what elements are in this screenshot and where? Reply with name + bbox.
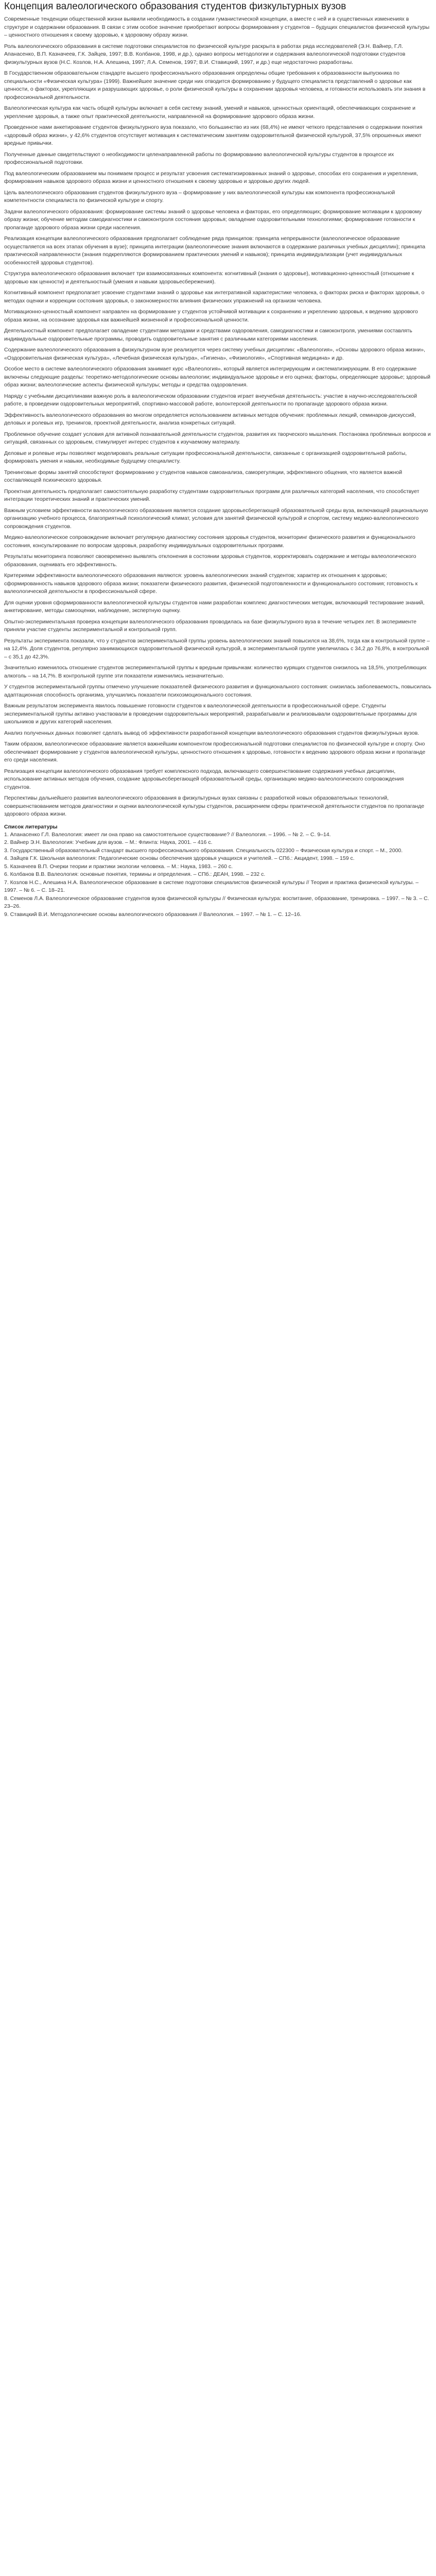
paragraph: Валеологическая культура как часть общей культуры включает в себя систему знаний, умений и навыков, ценностных ориентаций, обеспечивающих сохранение и укрепление здоровья, а также опыт практической деятельности, направленной на формирование здорового образа жизни. <box>4 105 415 120</box>
article-body <box>4 15 432 819</box>
paragraph: Цель валеологического образования студентов физкультурного вуза – формирование у них валеологической культуры как компонента профессиональной компетентности специалиста по физической культуре и спорту. <box>4 189 395 204</box>
paragraph: Содержание валеологического образования в физкультурном вузе реализуется через систему учебных дисциплин: «Валеология», «Основы здорового образа жизни», «Оздоровительная физическая культура», «Лечебная физическая культура», «Гигиена», «Физиология», «Спортивная медицина» и др. <box>4 347 425 361</box>
paragraph: Деловые и ролевые игры позволяют моделировать реальные ситуации профессиональной деятельности, связанные с организацией оздоровительной работы, формировать умения и навыки, необходимые будущему специалисту. <box>4 450 407 464</box>
paragraph: Когнитивный компонент предполагает усвоение студентами знаний о здоровье как интегративной характеристике человека, о факторах риска и факторах здоровья, о методах оценки и коррекции состояния здоровья, о закономерностях влияния физических упражнений на организм человека. <box>4 290 425 304</box>
paragraph: Перспективы дальнейшего развития валеологического образования в физкультурных вузах связаны с разработкой новых образовательных технологий, совершенствованием методов диагностики и оценки валеологической культуры студентов, расширением сферы практической деятельности студентов по пропаганде здорового образа жизни. <box>4 795 425 817</box>
paragraph: Таким образом, валеологическое образование является важнейшим компонентом профессиональной подготовки специалистов по физической культуре и спорту. Оно обеспечивает формирование у студентов валеологической культуры, ценностного отношения к здоровью, готовности к ведению здорового образа жизни и пропаганде его среди населения. <box>4 741 426 763</box>
paragraph: В Государственном образовательном стандарте высшего профессионального образования определены общие требования к образованности выпускника по специальности «Физическая культура» (1999). Важнейшее значение среди них отводится формированию у будущего специалиста представлений о здоровье как ценности, о факторах, укрепляющих и разрушающих здоровье, о роли физической культуры в сохранении здоровья человека, и готовности использовать эти знания в профессиональной деятельности. <box>4 70 426 100</box>
paragraph: Наряду с учебными дисциплинами важную роль в валеологическом образовании студентов играет внеучебная деятельность: участие в научно-исследовательской работе, в проведении оздоровительных мероприятий, спортивно-массовой работе, волонтерской деятельности по пропаганде здорового образа жизни. <box>4 393 417 407</box>
reference-item: 4. Зайцев Г.К. Школьная валеология: Педагогические основы обеспечения здоровья учащихся и учителей. – СПб.: Акцидент, 1998. – 159 с. <box>4 855 355 861</box>
paragraph: Для оценки уровня сформированности валеологической культуры студентов нами разработан комплекс диагностических методик, включающий тестирование знаний, анкетирование, методы самооценки, наблюдение, экспертную оценку. <box>4 599 425 614</box>
references-list <box>4 831 432 919</box>
reference-item: 8. Семенов Л.А. Валеологическое образование студентов вузов физической культуры // Физическая культура: воспитание, образование, тренировка. – 1997. – № 3. – С. 23–26. <box>4 895 429 909</box>
paragraph: Реализация концепции валеологического образования требует комплексного подхода, включающего совершенствование содержания учебных дисциплин, использование активных методов обучения, создание здоровьесберегающей образовательной среды, организацию медико-валеологического сопровождения студентов. <box>4 768 404 790</box>
document-page <box>0 0 436 919</box>
reference-item: 7. Козлов Н.С., Алешина Н.А. Валеологическое образование в системе подготовки специалистов физической культуры // Теория и практика физической культуры. – 1997. – № 6. – С. 18–21. <box>4 879 419 893</box>
paragraph: Современные тенденции общественной жизни выявили необходимость в создании гуманистической концепции, а вместе с ней и в существенных изменениях в структуре и содержании образования. В связи с этим особое значение приобретают вопросы формирования у студентов – будущих специалистов физической культуры – ценностного отношения к своему здоровью, к здоровому образу жизни. <box>4 16 430 38</box>
reference-item: 6. Колбанов В.В. Валеология: основные понятия, термины и определения. – СПб.: ДЕАН, 1998. – 232 с. <box>4 871 266 877</box>
paragraph: Значительно изменилось отношение студентов экспериментальной группы к вредным привычкам: количество курящих студентов снизилось на 18,5%, употребляющих алкоголь – на 14,7%. В контрольной группе эти показатели изменились незначительно. <box>4 665 427 679</box>
paragraph: Деятельностный компонент предполагает овладение студентами методами и средствами оздоровления, самодиагностики и самоконтроля, умениями составлять индивидуальные оздоровительные программы, проводить оздоровительные занятия с различными категориями населения. <box>4 328 412 342</box>
paragraph: Роль валеологического образования в системе подготовки специалистов по физической культуре раскрыта в работах ряда исследователей (Э.Н. Вайнер, Г.Л. Апанасенко, В.П. Казначеев, Г.К. Зайцев, 1997; В.В. Колбанов, 1998, и др.), однако вопросы методологии и содержания валеологической подготовки студентов физкультурных вузов (Н.С. Козлов, Н.А. Алешина, 1997; Л.А. Семенов, 1997; В.И. Ставицкий, 1997, и др.) еще недостаточно разработаны. <box>4 43 406 65</box>
paragraph: Результаты эксперимента показали, что у студентов экспериментальной группы уровень валеологических знаний повысился на 38,6%, тогда как в контрольной группе – на 12,4%. Доля студентов, регулярно занимающихся оздоровительной физической культурой, в экспериментальной группе увеличилась с 34,2 до 76,8%, в контрольной – с 35,1 до 42,3%. <box>4 637 430 660</box>
paragraph: Анализ полученных данных позволяет сделать вывод об эффективности разработанной концепции валеологического образования студентов физкультурных вузов. <box>4 730 420 736</box>
paragraph: Медико-валеологическое сопровождение включает регулярную диагностику состояния здоровья студентов, мониторинг физического развития и функционального состояния, консультирование по вопросам здоровья, разработку индивидуальных оздоровительных программ. <box>4 534 415 549</box>
paragraph: Проведенное нами анкетирование студентов физкультурного вуза показало, что большинство из них (68,4%) не имеют четкого представления о содержании понятия «здоровый образ жизни», у 42,6% студентов отсутствует мотивация к систематическим занятиям оздоровительной физической культурой, 37,5% опрошенных имеют вредные привычки. <box>4 124 423 146</box>
reference-item: 3. Государственный образовательный стандарт высшего профессионального образования. Специальность 022300 – Физическая культура и спорт. – М., 2000. <box>4 847 403 854</box>
paragraph: Проектная деятельность предполагает самостоятельную разработку студентами оздоровительных программ для различных категорий населения, что способствует интеграции теоретических знаний и практических умений. <box>4 488 420 502</box>
paragraph: Особое место в системе валеологического образования занимает курс «Валеология», который является интегрирующим и систематизирующим. В его содержание включены следующие разделы: теоретико-методологические основы валеологии; индивидуальное здоровье и его оценка; факторы, определяющие здоровье; здоровый образ жизни; валеологические аспекты физической культуры; методы и средства оздоровления. <box>4 366 430 388</box>
reference-item: 2. Вайнер Э.Н. Валеология: Учебник для вузов. – М.: Флинта: Наука, 2001. – 416 с. <box>4 839 213 845</box>
paragraph: Критериями эффективности валеологического образования являются: уровень валеологических знаний студентов; характер их отношения к здоровью; сформированность навыков здорового образа жизни; показатели физического развития, физической подготовленности и функционального состояния; готовность к валеологической деятельности в профессиональной сфере. <box>4 572 418 595</box>
paragraph: Полученные данные свидетельствуют о необходимости целенаправленной работы по формированию валеологической культуры студентов в процессе их профессиональной подготовки. <box>4 151 394 165</box>
page-title: Концепция валеологического образования студентов физкультурных вузов <box>4 1 346 12</box>
paragraph: Опытно-экспериментальная проверка концепции валеологического образования проводилась на базе физкультурного вуза в течение четырех лет. В эксперименте приняли участие студенты экспериментальной и контрольной групп. <box>4 618 416 633</box>
reference-item: 9. Ставицкий В.И. Методологические основы валеологического образования // Валеология. – 1997. – № 1. – С. 12–16. <box>4 911 302 918</box>
paragraph: Под валеологическим образованием мы понимаем процесс и результат усвоения систематизированных знаний о здоровье, способах его сохранения и укрепления, формирования навыков здорового образа жизни и ценностного отношения к своему здоровью и здоровью других людей. <box>4 170 418 184</box>
paragraph: Мотивационно-ценностный компонент направлен на формирование у студентов устойчивой мотивации к сохранению и укреплению здоровья, к ведению здорового образа жизни, на осознание здоровья как важнейшей жизненной и профессиональной ценности. <box>4 309 418 323</box>
paragraph: Структура валеологического образования включает три взаимосвязанных компонента: когнитивный (знания о здоровье), мотивационно-ценностный (отношение к здоровью как ценности) и деятельностный (умения и навыки здоровьесбережения). <box>4 270 414 285</box>
paragraph: Проблемное обучение создает условия для активной познавательной деятельности студентов, развития их творческого мышления. Постановка проблемных вопросов и ситуаций, связанных со здоровьем, стимулирует интерес студентов к изучаемому материалу. <box>4 431 431 445</box>
paragraph: Задачи валеологического образования: формирование системы знаний о здоровье человека и факторах, его определяющих; формирование мотивации к здоровому образу жизни; обучение методам самодиагностики и самоконтроля состояния здоровья; овладение оздоровительными технологиями; формирование готовности к пропаганде здорового образа жизни среди населения. <box>4 208 422 231</box>
reference-item: 5. Казначеев В.П. Очерки теории и практики экологии человека. – М.: Наука, 1983. – 260 с. <box>4 863 233 870</box>
paragraph: У студентов экспериментальной группы отмечено улучшение показателей физического развития и функционального состояния: снизилась заболеваемость, повысилась адаптационная способность организма, улучшились показатели психоэмоционального состояния. <box>4 684 431 698</box>
paragraph: Важным условием эффективности валеологического образования является создание здоровьесберегающей образовательной среды вуза, включающей рациональную организацию учебного процесса, благоприятный психологический климат, условия для занятий физической культурой и спортом, систему медико-валеологического сопровождения студентов. <box>4 507 428 530</box>
paragraph: Результаты мониторинга позволяют своевременно выявлять отклонения в состоянии здоровья студентов, корректировать содержание и методы валеологического образования, оценивать его эффективность. <box>4 553 416 568</box>
references-title: Список литературы <box>4 823 58 830</box>
paragraph: Тренинговые формы занятий способствуют формированию у студентов навыков самоанализа, саморегуляции, эффективного общения, что является важной составляющей психического здоровья. <box>4 469 403 483</box>
reference-item: 1. Апанасенко Г.Л. Валеология: имеет ли она право на самостоятельное существование? // Валеология. – 1996. – № 2. – С. 9–14. <box>4 831 331 838</box>
paragraph: Важным результатом эксперимента явилось повышение готовности студентов к валеологической деятельности в профессиональной сфере. Студенты экспериментальной группы активно участвовали в проведении оздоровительных мероприятий, разрабатывали и реализовывали оздоровительные программы для школьников и других категорий населения. <box>4 703 417 725</box>
paragraph: Эффективность валеологического образования во многом определяется использованием активных методов обучения: проблемных лекций, семинаров-дискуссий, деловых и ролевых игр, тренингов, проектной деятельности, анализа конкретных ситуаций. <box>4 412 416 426</box>
paragraph: Реализация концепции валеологического образования предполагает соблюдение ряда принципов: принципа непрерывности (валеологическое образование осуществляется на всех этапах обучения в вузе); принципа интеграции (валеологические знания включаются в содержание различных учебных дисциплин); принципа практической направленности (знания подкрепляются формированием практических умений и навыков); принципа индивидуализации (учет индивидуальных особенностей здоровья студентов). <box>4 235 426 266</box>
